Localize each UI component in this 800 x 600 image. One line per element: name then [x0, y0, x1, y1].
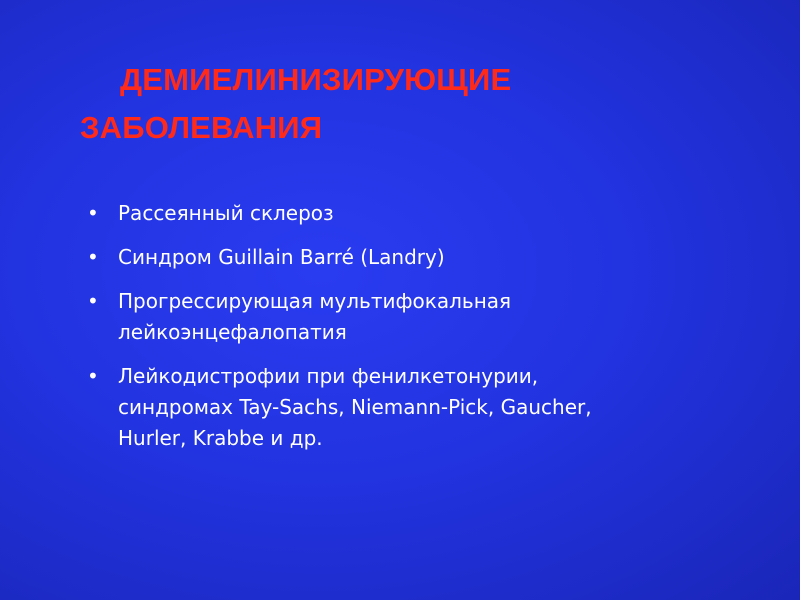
bullet-text-line: Hurler, Krabbe и др.	[118, 426, 323, 450]
slide-title	[80, 56, 720, 152]
slide-title-line-2: ЗАБОЛЕВАНИЯ	[80, 110, 323, 145]
bullet-list	[84, 198, 724, 467]
bullet-text-line: Прогрессирующая мультифокальная	[118, 289, 512, 313]
bullet-icon: •	[87, 364, 99, 388]
bullet-item	[84, 286, 724, 348]
slide-title-line-1: ДЕМИЕЛИНИЗИРУЮЩИЕ	[120, 62, 512, 97]
bullet-icon: •	[87, 245, 99, 269]
bullet-icon: •	[87, 289, 99, 313]
bullet-text-line: Рассеянный склероз	[118, 201, 334, 225]
bullet-text-line: Синдром Guillain Barré (Landry)	[118, 245, 445, 269]
bullet-item	[84, 198, 724, 229]
bullet-icon: •	[87, 201, 99, 225]
bullet-text-line: синдромах Tay-Sachs, Niemann-Pick, Gaucher,	[118, 395, 592, 419]
bullet-item	[84, 361, 724, 454]
bullet-item	[84, 242, 724, 273]
bullet-text-line: Лейкодистрофии при фенилкетонурии,	[118, 364, 539, 388]
bullet-text-line: лейкоэнцефалопатия	[118, 320, 347, 344]
